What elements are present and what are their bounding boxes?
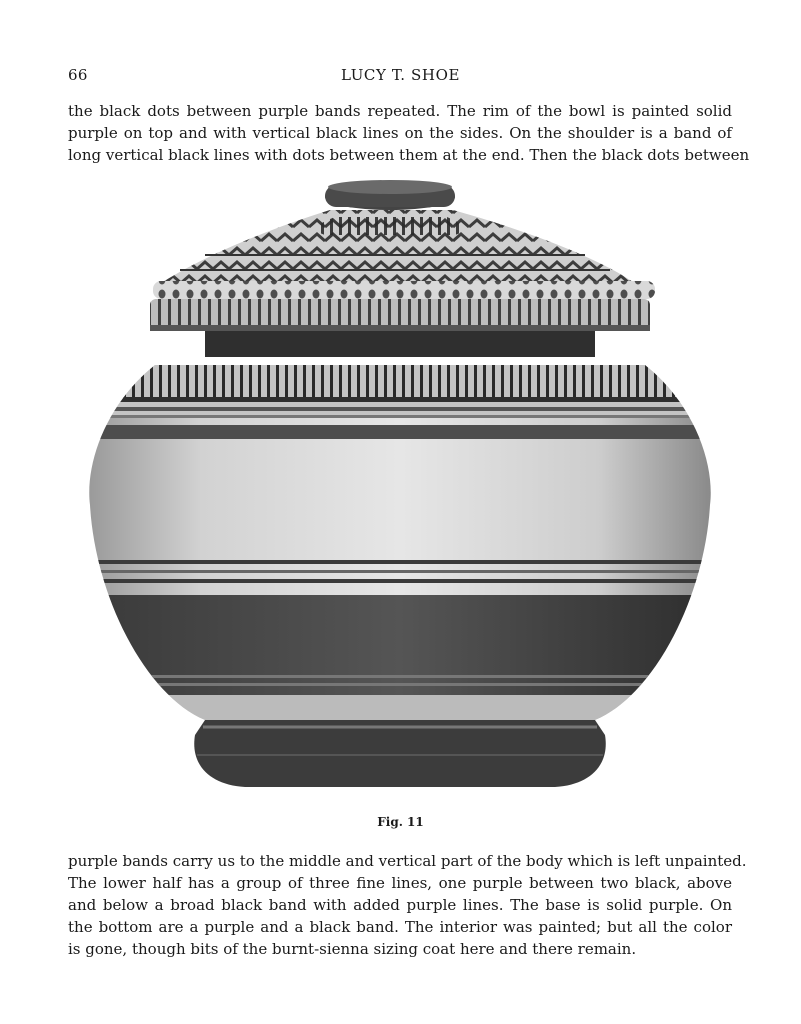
text-line: the bottom are a purple and a black band. The interior was painted; but all the color <box>68 918 732 936</box>
pyxis-photograph <box>85 175 715 800</box>
figure-caption: Fig. 11 <box>377 815 424 829</box>
body-paragraph-bottom <box>68 850 747 960</box>
text-line: purple on top and with vertical black lines on the sides. On the shoulder is a band of <box>68 124 732 142</box>
running-title: LUCY T. SHOE <box>340 66 461 84</box>
page-number: 66 <box>68 66 88 84</box>
text-line: long vertical black lines with dots between them at the end. Then the black dots between <box>68 146 750 164</box>
text-line: is gone, though bits of the burnt-sienna sizing coat here and there remain. <box>68 940 637 958</box>
text-line: The lower half has a group of three fine lines, one purple between two black, above <box>68 874 732 892</box>
text-line: and below a broad black band with added purple lines. The base is solid purple. On <box>68 896 732 914</box>
text-line: purple bands carry us to the middle and vertical part of the body which is left unpainted. <box>68 852 747 870</box>
body-paragraph-top <box>68 100 750 166</box>
text-line: the black dots between purple bands repeated. The rim of the bowl is painted solid <box>68 102 732 120</box>
